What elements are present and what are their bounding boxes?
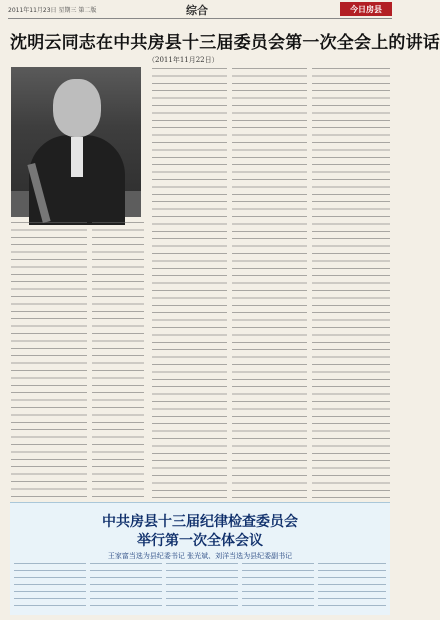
- newspaper-logo: 今日房县: [340, 2, 392, 16]
- sub-text-column-3: [166, 563, 238, 611]
- sub-text-column-5: [318, 563, 386, 611]
- photo-face: [53, 79, 101, 137]
- text-column-5: [312, 68, 390, 498]
- sub-text-column-1: [14, 563, 86, 611]
- section-title: 综合: [186, 4, 208, 17]
- masthead-date: 2011年11月23日 星期三 第二版: [8, 7, 97, 14]
- text-column-4: [232, 68, 307, 498]
- text-column-2: [92, 222, 144, 498]
- article-headline: 沈明云同志在中共房县十三届委员会第一次全会上的讲话: [10, 33, 440, 53]
- sub-article-box: [10, 502, 390, 615]
- article-dateline: （2011年11月22日）: [148, 56, 219, 64]
- text-column-1: [11, 222, 87, 498]
- sub-text-column-4: [242, 563, 314, 611]
- masthead: [8, 2, 392, 19]
- text-column-3: [152, 68, 227, 498]
- sub-article-headline-2: 举行第一次全体会议: [137, 533, 263, 549]
- sub-article-headline-1: 中共房县十三届纪律检查委员会: [102, 514, 298, 530]
- speaker-photo: [11, 67, 141, 217]
- sub-article-deck: 王家富当选为县纪委书记 张光斌、刘洋当选为县纪委副书记: [107, 552, 293, 560]
- photo-shirt: [71, 137, 83, 177]
- sub-text-column-2: [90, 563, 162, 611]
